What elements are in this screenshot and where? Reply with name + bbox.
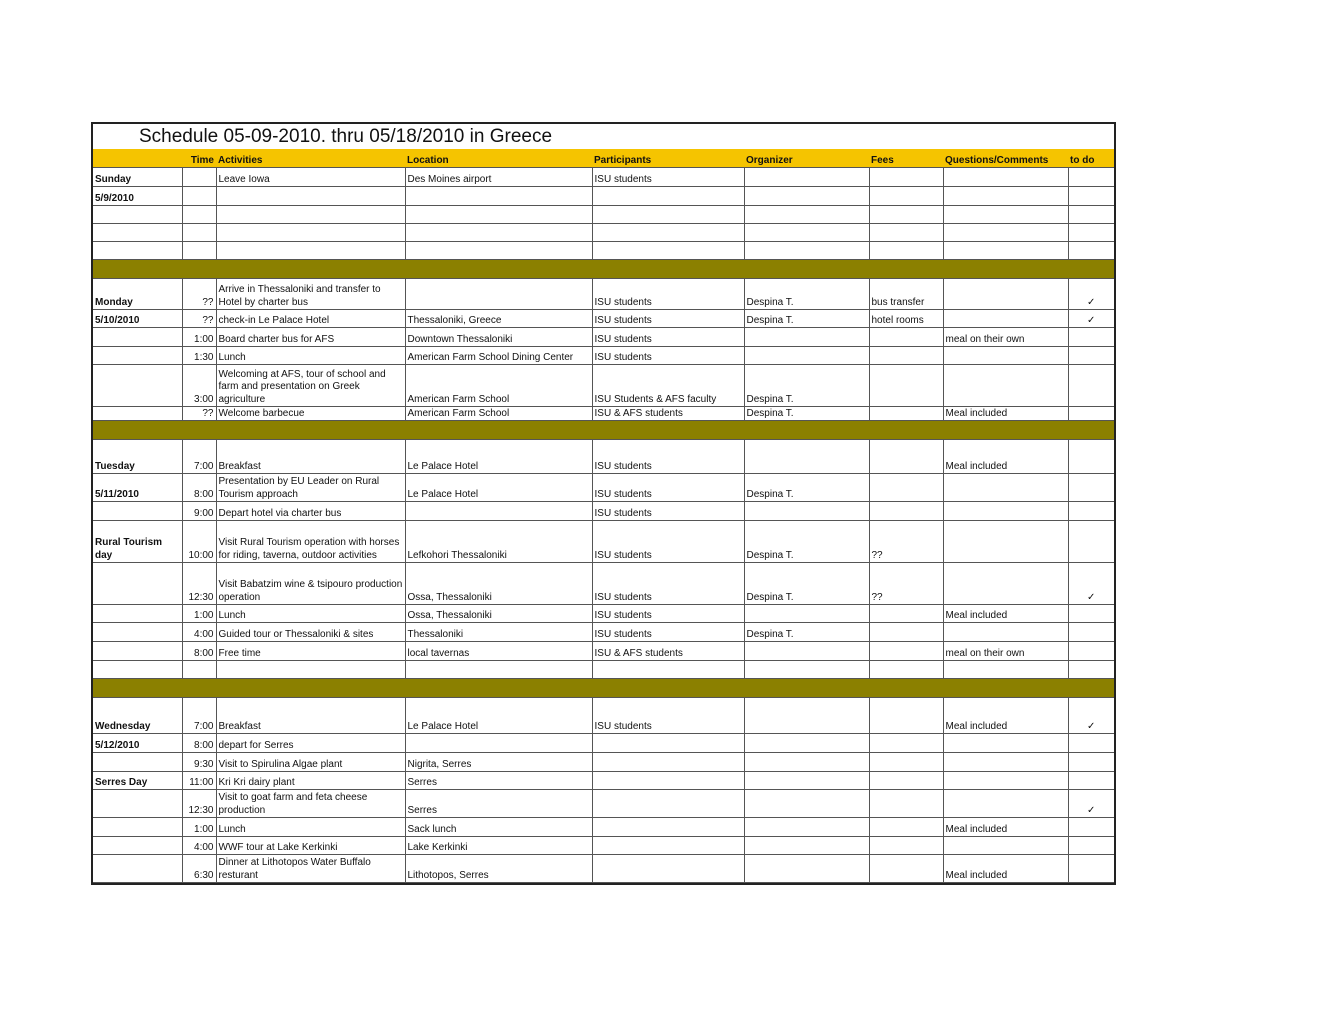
cell-activity: Breakfast (216, 698, 405, 734)
cell-comments (943, 753, 1068, 772)
cell-fees (869, 474, 943, 502)
cell-participants (592, 790, 744, 818)
cell-location: Des Moines airport (405, 168, 592, 187)
todo-check-cell: ✓ (1068, 698, 1114, 734)
cell-time: 9:30 (182, 753, 216, 772)
cell-organizer (744, 347, 869, 365)
cell-comments: Meal included (943, 818, 1068, 837)
cell-organizer (744, 206, 869, 224)
cell-location: American Farm School (405, 365, 592, 407)
cell-participants: ISU students (592, 474, 744, 502)
cell-organizer (744, 818, 869, 837)
table-row (93, 168, 1114, 187)
cell-fees (869, 502, 943, 521)
cell-activity (216, 224, 405, 242)
todo-check-cell (1068, 440, 1114, 474)
cell-day (93, 502, 182, 521)
todo-check-cell (1068, 605, 1114, 623)
schedule-table (93, 149, 1114, 883)
cell-fees (869, 855, 943, 883)
cell-participants: ISU Students & AFS faculty (592, 365, 744, 407)
cell-organizer (744, 734, 869, 753)
cell-fees (869, 605, 943, 623)
cell-fees (869, 790, 943, 818)
cell-comments (943, 521, 1068, 563)
cell-comments (943, 563, 1068, 605)
table-row (93, 661, 1114, 679)
day-separator (93, 679, 1114, 698)
cell-location: Lithotopos, Serres (405, 855, 592, 883)
cell-activity: Guided tour or Thessaloniki & sites (216, 623, 405, 642)
cell-participants: ISU & AFS students (592, 407, 744, 421)
cell-participants: ISU students (592, 347, 744, 365)
cell-location: Thessaloniki, Greece (405, 310, 592, 328)
cell-participants: ISU students (592, 623, 744, 642)
cell-organizer (744, 242, 869, 260)
cell-day: Sunday (93, 168, 182, 187)
cell-activity: Welcome barbecue (216, 407, 405, 421)
cell-time: 1:00 (182, 605, 216, 623)
cell-time (182, 168, 216, 187)
schedule-sheet (91, 122, 1116, 885)
todo-check-cell (1068, 347, 1114, 365)
separator-bar (93, 421, 1114, 440)
cell-activity: Depart hotel via charter bus (216, 502, 405, 521)
todo-check-cell (1068, 734, 1114, 753)
cell-location: local tavernas (405, 642, 592, 661)
todo-check-cell (1068, 474, 1114, 502)
cell-organizer (744, 168, 869, 187)
cell-time: 4:00 (182, 837, 216, 855)
cell-comments (943, 772, 1068, 790)
cell-day (93, 753, 182, 772)
cell-participants: ISU students (592, 328, 744, 347)
cell-fees: hotel rooms (869, 310, 943, 328)
table-row (93, 642, 1114, 661)
table-row (93, 365, 1114, 407)
todo-check-cell (1068, 224, 1114, 242)
cell-activity: Welcoming at AFS, tour of school and farm and presentation on Greek agriculture (216, 365, 405, 407)
cell-participants (592, 837, 744, 855)
cell-fees (869, 837, 943, 855)
cell-fees (869, 698, 943, 734)
separator-bar (93, 679, 1114, 698)
cell-participants: ISU students (592, 279, 744, 310)
cell-organizer (744, 642, 869, 661)
cell-fees (869, 818, 943, 837)
todo-check-cell (1068, 521, 1114, 563)
cell-organizer: Despina T. (744, 407, 869, 421)
cell-location (405, 734, 592, 753)
cell-comments: Meal included (943, 407, 1068, 421)
cell-comments: Meal included (943, 605, 1068, 623)
cell-day (93, 206, 182, 224)
cell-day: Monday (93, 279, 182, 310)
cell-participants: ISU students (592, 698, 744, 734)
cell-comments (943, 790, 1068, 818)
cell-time: 8:00 (182, 642, 216, 661)
table-row (93, 855, 1114, 883)
todo-check-cell (1068, 642, 1114, 661)
cell-comments: Meal included (943, 440, 1068, 474)
todo-check-cell (1068, 242, 1114, 260)
cell-time: 7:00 (182, 698, 216, 734)
cell-location: Lake Kerkinki (405, 837, 592, 855)
cell-day (93, 790, 182, 818)
cell-day (93, 328, 182, 347)
cell-comments (943, 279, 1068, 310)
cell-day (93, 855, 182, 883)
cell-organizer: Despina T. (744, 474, 869, 502)
todo-check-cell (1068, 206, 1114, 224)
cell-activity: Free time (216, 642, 405, 661)
cell-comments: meal on their own (943, 642, 1068, 661)
table-row (93, 224, 1114, 242)
table-row (93, 563, 1114, 605)
column-header-organizer: Organizer (744, 149, 869, 168)
cell-participants: ISU students (592, 168, 744, 187)
cell-fees (869, 206, 943, 224)
cell-participants (592, 818, 744, 837)
todo-check-cell (1068, 623, 1114, 642)
cell-day (93, 563, 182, 605)
cell-activity (216, 206, 405, 224)
cell-location (405, 661, 592, 679)
cell-fees (869, 642, 943, 661)
cell-location (405, 187, 592, 206)
cell-day (93, 837, 182, 855)
table-row (93, 605, 1114, 623)
todo-check-cell: ✓ (1068, 279, 1114, 310)
cell-fees (869, 661, 943, 679)
cell-activity: check-in Le Palace Hotel (216, 310, 405, 328)
column-header-day (93, 149, 182, 168)
cell-fees (869, 187, 943, 206)
cell-time (182, 224, 216, 242)
cell-time (182, 661, 216, 679)
table-row (93, 734, 1114, 753)
cell-participants: ISU students (592, 605, 744, 623)
cell-activity (216, 242, 405, 260)
cell-activity: Lunch (216, 347, 405, 365)
cell-participants (592, 187, 744, 206)
cell-comments: meal on their own (943, 328, 1068, 347)
table-row (93, 310, 1114, 328)
cell-fees (869, 365, 943, 407)
cell-activity (216, 187, 405, 206)
cell-day (93, 818, 182, 837)
cell-participants (592, 661, 744, 679)
cell-comments (943, 623, 1068, 642)
cell-comments (943, 837, 1068, 855)
cell-participants (592, 855, 744, 883)
todo-check-cell (1068, 855, 1114, 883)
todo-check-cell: ✓ (1068, 310, 1114, 328)
cell-activity: Visit to goat farm and feta cheese production (216, 790, 405, 818)
cell-day (93, 407, 182, 421)
cell-location: Ossa, Thessaloniki (405, 563, 592, 605)
header-row (93, 149, 1114, 168)
cell-comments (943, 224, 1068, 242)
cell-time: 12:30 (182, 563, 216, 605)
cell-location: American Farm School Dining Center (405, 347, 592, 365)
cell-participants (592, 224, 744, 242)
cell-fees (869, 407, 943, 421)
cell-fees (869, 328, 943, 347)
cell-activity: Visit to Spirulina Algae plant (216, 753, 405, 772)
table-row (93, 818, 1114, 837)
cell-activity: Dinner at Lithotopos Water Buffalo resturant (216, 855, 405, 883)
cell-fees: bus transfer (869, 279, 943, 310)
column-header-location: Location (405, 149, 592, 168)
cell-fees: ?? (869, 563, 943, 605)
cell-time: 6:30 (182, 855, 216, 883)
cell-activity: Leave Iowa (216, 168, 405, 187)
cell-participants (592, 772, 744, 790)
cell-day (93, 642, 182, 661)
day-separator (93, 421, 1114, 440)
cell-participants: ISU students (592, 310, 744, 328)
table-row (93, 328, 1114, 347)
cell-comments (943, 187, 1068, 206)
cell-participants: ISU students (592, 502, 744, 521)
todo-check-cell: ✓ (1068, 790, 1114, 818)
table-row (93, 837, 1114, 855)
cell-fees (869, 772, 943, 790)
cell-time: 12:30 (182, 790, 216, 818)
cell-organizer (744, 661, 869, 679)
table-row (93, 772, 1114, 790)
table-row (93, 502, 1114, 521)
cell-comments (943, 661, 1068, 679)
cell-location (405, 279, 592, 310)
cell-time: 8:00 (182, 734, 216, 753)
cell-activity: Breakfast (216, 440, 405, 474)
cell-day: Wednesday (93, 698, 182, 734)
cell-activity (216, 661, 405, 679)
cell-day (93, 661, 182, 679)
todo-check-cell (1068, 187, 1114, 206)
cell-day: Serres Day (93, 772, 182, 790)
cell-time: 10:00 (182, 521, 216, 563)
cell-activity: Visit Babatzim wine & tsipouro production operation (216, 563, 405, 605)
cell-day (93, 605, 182, 623)
cell-fees (869, 347, 943, 365)
cell-organizer: Despina T. (744, 279, 869, 310)
day-separator (93, 260, 1114, 279)
todo-check-cell (1068, 753, 1114, 772)
cell-organizer (744, 605, 869, 623)
cell-day: 5/11/2010 (93, 474, 182, 502)
page-title: Schedule 05-09-2010. thru 05/18/2010 in Greece (139, 126, 553, 147)
column-header-activity: Activities (216, 149, 405, 168)
table-row (93, 521, 1114, 563)
cell-organizer (744, 328, 869, 347)
cell-participants: ISU & AFS students (592, 642, 744, 661)
cell-fees (869, 224, 943, 242)
cell-activity: Board charter bus for AFS (216, 328, 405, 347)
cell-comments (943, 206, 1068, 224)
cell-participants (592, 206, 744, 224)
cell-organizer: Despina T. (744, 365, 869, 407)
table-row (93, 206, 1114, 224)
cell-comments (943, 502, 1068, 521)
table-row (93, 753, 1114, 772)
cell-activity: Presentation by EU Leader on Rural Tourism approach (216, 474, 405, 502)
todo-check-cell (1068, 502, 1114, 521)
table-row (93, 187, 1114, 206)
cell-day (93, 347, 182, 365)
column-header-participants: Participants (592, 149, 744, 168)
cell-comments (943, 242, 1068, 260)
cell-time (182, 242, 216, 260)
cell-day: Tuesday (93, 440, 182, 474)
cell-time: ?? (182, 407, 216, 421)
cell-organizer: Despina T. (744, 521, 869, 563)
table-row (93, 790, 1114, 818)
cell-time: 1:00 (182, 328, 216, 347)
cell-time: 11:00 (182, 772, 216, 790)
cell-organizer (744, 837, 869, 855)
cell-time: 1:30 (182, 347, 216, 365)
cell-participants: ISU students (592, 521, 744, 563)
cell-day (93, 242, 182, 260)
cell-location: Downtown Thessaloniki (405, 328, 592, 347)
todo-check-cell (1068, 772, 1114, 790)
cell-fees (869, 440, 943, 474)
todo-check-cell (1068, 818, 1114, 837)
todo-check-cell (1068, 328, 1114, 347)
cell-location: Le Palace Hotel (405, 698, 592, 734)
cell-day (93, 623, 182, 642)
cell-organizer (744, 698, 869, 734)
cell-fees (869, 168, 943, 187)
cell-organizer (744, 855, 869, 883)
cell-location: American Farm School (405, 407, 592, 421)
cell-fees (869, 734, 943, 753)
cell-comments (943, 474, 1068, 502)
table-row (93, 407, 1114, 421)
cell-comments: Meal included (943, 698, 1068, 734)
cell-time: 7:00 (182, 440, 216, 474)
cell-time: 9:00 (182, 502, 216, 521)
cell-location (405, 206, 592, 224)
cell-organizer (744, 753, 869, 772)
cell-location: Le Palace Hotel (405, 440, 592, 474)
cell-comments (943, 168, 1068, 187)
cell-participants: ISU students (592, 563, 744, 605)
cell-location (405, 224, 592, 242)
cell-day: Rural Tourism day (93, 521, 182, 563)
cell-time (182, 187, 216, 206)
cell-organizer: Despina T. (744, 623, 869, 642)
cell-activity: Lunch (216, 605, 405, 623)
cell-activity: Visit Rural Tourism operation with horses for riding, taverna, outdoor activities (216, 521, 405, 563)
table-row (93, 698, 1114, 734)
cell-time: 4:00 (182, 623, 216, 642)
cell-participants (592, 753, 744, 772)
cell-time: 1:00 (182, 818, 216, 837)
column-header-fees: Fees (869, 149, 943, 168)
cell-participants: ISU students (592, 440, 744, 474)
table-row (93, 474, 1114, 502)
cell-location: Ossa, Thessaloniki (405, 605, 592, 623)
cell-time: 3:00 (182, 365, 216, 407)
cell-fees: ?? (869, 521, 943, 563)
cell-fees (869, 753, 943, 772)
cell-organizer (744, 790, 869, 818)
cell-location: Nigrita, Serres (405, 753, 592, 772)
todo-check-cell (1068, 168, 1114, 187)
cell-day: 5/10/2010 (93, 310, 182, 328)
table-row (93, 347, 1114, 365)
cell-fees (869, 623, 943, 642)
cell-day (93, 365, 182, 407)
cell-location: Thessaloniki (405, 623, 592, 642)
cell-comments (943, 734, 1068, 753)
cell-organizer (744, 224, 869, 242)
table-row (93, 623, 1114, 642)
cell-location: Sack lunch (405, 818, 592, 837)
cell-location: Serres (405, 790, 592, 818)
column-header-comments: Questions/Comments (943, 149, 1068, 168)
cell-activity: depart for Serres (216, 734, 405, 753)
cell-location: Le Palace Hotel (405, 474, 592, 502)
todo-check-cell (1068, 407, 1114, 421)
cell-location: Lefkohori Thessaloniki (405, 521, 592, 563)
cell-day (93, 224, 182, 242)
cell-activity: WWF tour at Lake Kerkinki (216, 837, 405, 855)
column-header-todo: to do (1068, 149, 1114, 168)
cell-activity: Arrive in Thessaloniki and transfer to Hotel by charter bus (216, 279, 405, 310)
cell-time: ?? (182, 310, 216, 328)
cell-organizer (744, 440, 869, 474)
separator-bar (93, 260, 1114, 279)
cell-activity: Lunch (216, 818, 405, 837)
cell-day: 5/12/2010 (93, 734, 182, 753)
cell-location: Serres (405, 772, 592, 790)
cell-organizer: Despina T. (744, 310, 869, 328)
cell-time: 8:00 (182, 474, 216, 502)
todo-check-cell (1068, 661, 1114, 679)
todo-check-cell (1068, 837, 1114, 855)
cell-organizer: Despina T. (744, 563, 869, 605)
cell-comments: Meal included (943, 855, 1068, 883)
cell-location (405, 242, 592, 260)
todo-check-cell: ✓ (1068, 563, 1114, 605)
cell-organizer (744, 772, 869, 790)
cell-time (182, 206, 216, 224)
cell-location (405, 502, 592, 521)
cell-day: 5/9/2010 (93, 187, 182, 206)
cell-comments (943, 365, 1068, 407)
cell-comments (943, 347, 1068, 365)
todo-check-cell (1068, 365, 1114, 407)
table-row (93, 242, 1114, 260)
column-header-time: Time (182, 149, 216, 168)
cell-activity: Kri Kri dairy plant (216, 772, 405, 790)
cell-fees (869, 242, 943, 260)
cell-participants (592, 734, 744, 753)
table-row (93, 279, 1114, 310)
cell-participants (592, 242, 744, 260)
cell-time: ?? (182, 279, 216, 310)
cell-organizer (744, 187, 869, 206)
table-row (93, 440, 1114, 474)
cell-comments (943, 310, 1068, 328)
cell-organizer (744, 502, 869, 521)
